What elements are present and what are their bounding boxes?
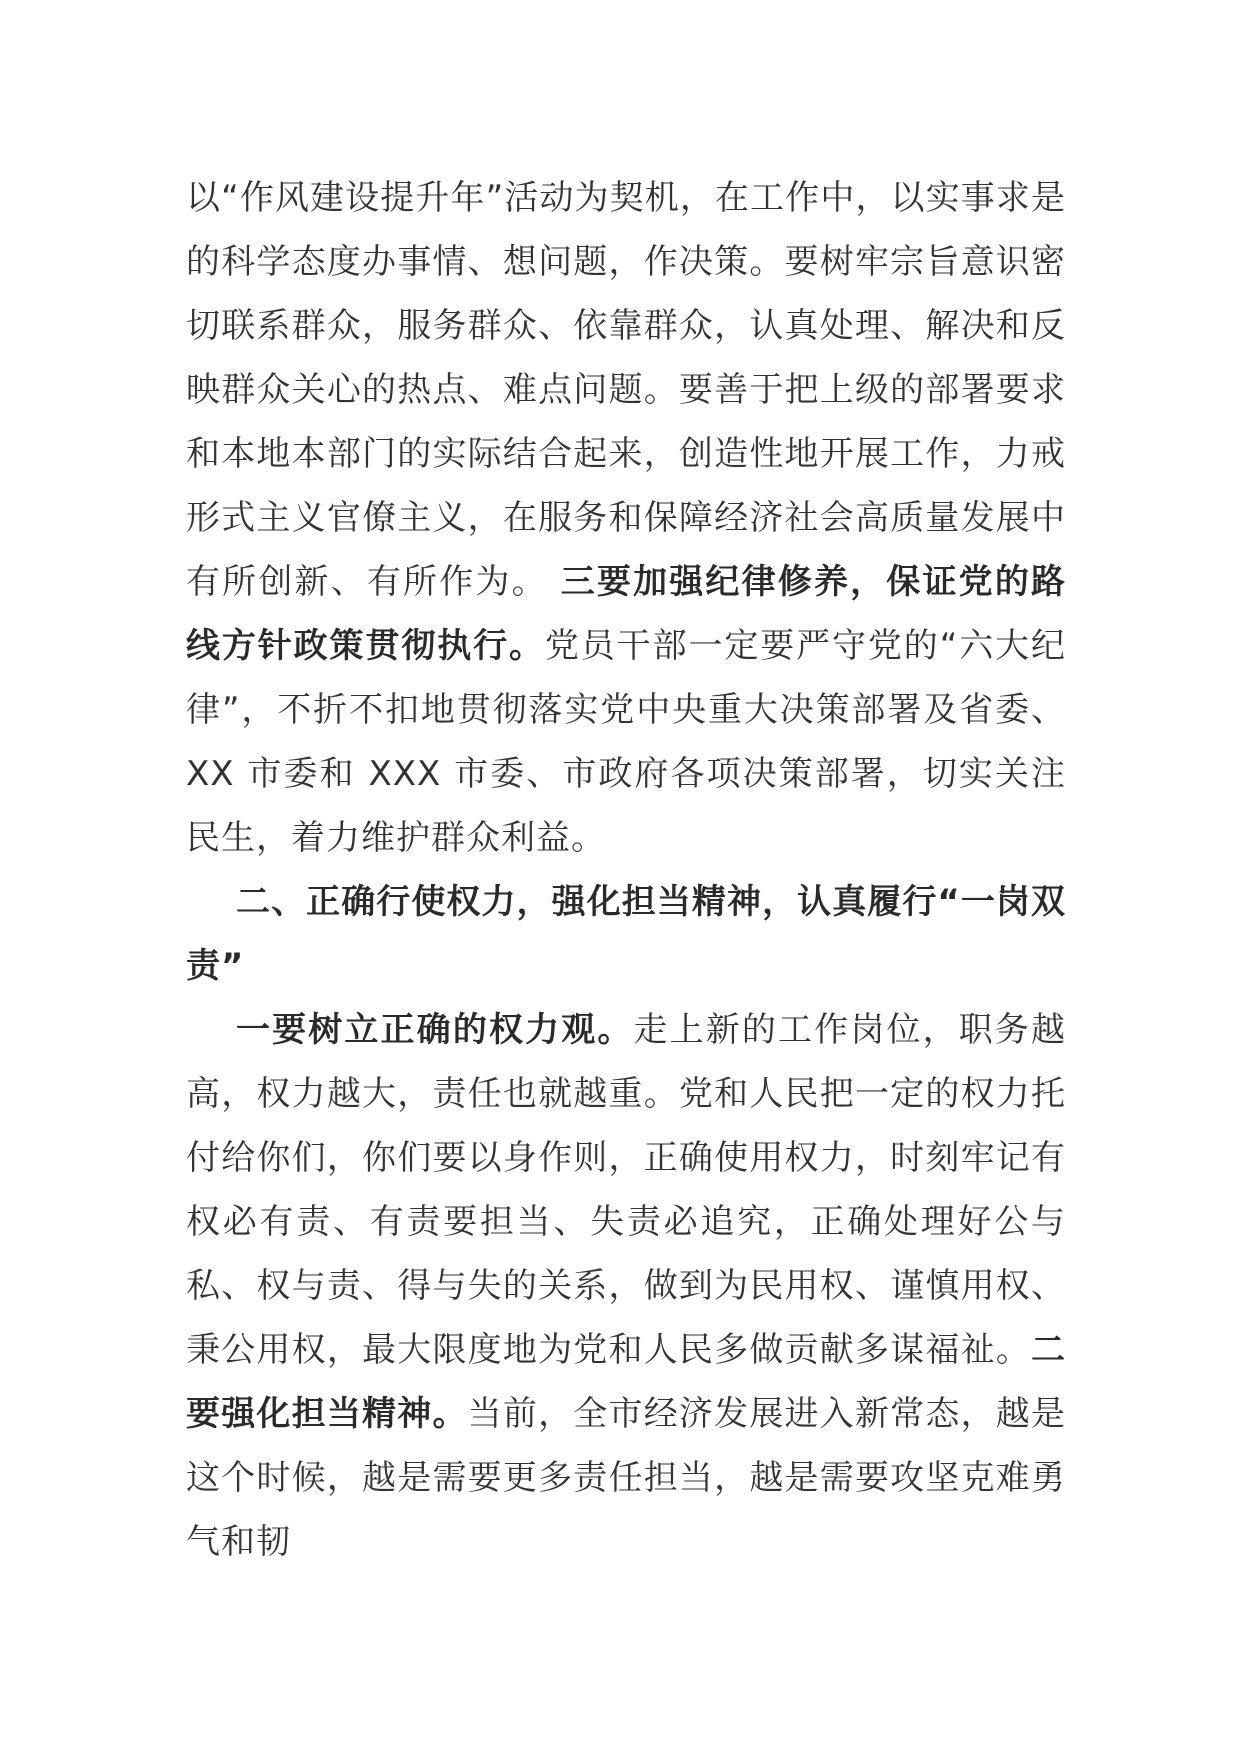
section-heading: 二、正确行使权力，强化担当精神，认真履行“一岗双责” xyxy=(186,882,1066,986)
body-paragraph xyxy=(186,166,1066,870)
paragraph-text: 党员干部一定要严守党的“六大纪律”，不折不扣地贯彻落实党中央重大决策部署及省委、XX 市委和 XXX 市委、市政府各项决策部署，切实关注民生，着力维护群众利益。 xyxy=(186,626,1066,858)
body-paragraph xyxy=(186,998,1066,1574)
bold-lead-phrase: 三要加强纪律修养，保证党的路线方针政策贯彻执行。 xyxy=(186,562,1067,666)
paragraph-text: 走上新的工作岗位，职务越高，权力越大，责任也就越重。党和人民把一定的权力托付给你们，你们要以身作则，正确使用权力，时刻牢记有权必有责、有责要担当、失责必追究，正确处理好公与私、权与责、得与失的关系，做到为民用权、谨慎用权、秉公用权，最大限度地为党和人民多做贡献多谋福祉。 xyxy=(186,1010,1066,1370)
document-body xyxy=(186,166,1066,1574)
paragraph-text: 当前，全市经济发展进入新常态，越是这个时候，越是需要更多责任担当，越是需要攻坚克难勇气和韧 xyxy=(186,1394,1067,1562)
bold-lead-phrase: 二要强化担当精神。 xyxy=(186,1330,1066,1434)
paragraph-text: 以“作风建设提升年”活动为契机，在工作中，以实事求是的科学态度办事情、想问题，作决策。要树牢宗旨意识密切联系群众，服务群众、依靠群众，认真处理、解决和反映群众关心的热点、难点问题。要善于把上级的部署要求和本地本部门的实际结合起来，创造性地开展工作，力戒形式主义官僚主义，在服务和保障经济社会高质量发展中有所创新、有所作为。 xyxy=(186,178,1066,602)
bold-lead-phrase: 一要树立正确的权力观。 xyxy=(236,1010,634,1050)
